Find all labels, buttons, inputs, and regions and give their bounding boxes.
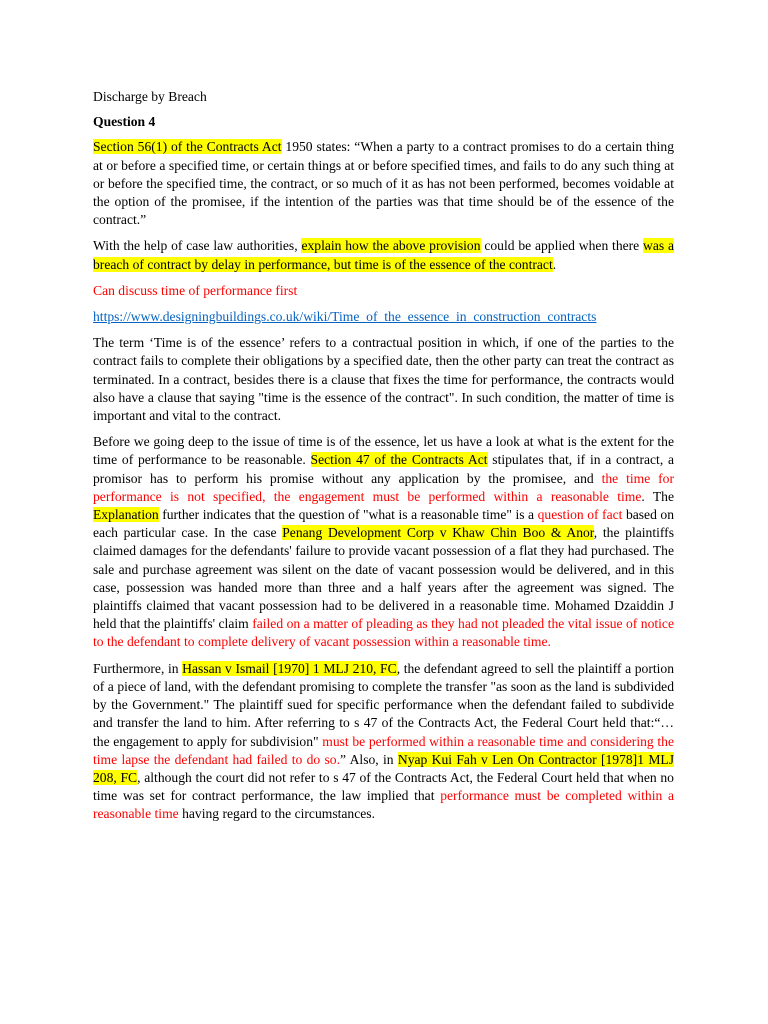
red-text: the time for performance is not specified, the engagement must be performed within a reasonable time [93, 470, 675, 504]
text-span: The term ‘Time is of the essence’ refers to a contractual position in which, if one of the parties to the contract fails to complete their obligations by a specified date, then the other party can treat the contract as terminated. In a contract, besides there is a clause that fixes the time for performance, the contracts would also have a clause that saying "time is the essence of the contract". In such condition, the matter of time is important and vital to the contract. [93, 335, 674, 424]
red-text: must be performed within a reasonable time and considering the time lapse the defendant had failed to do so. [93, 733, 674, 767]
paragraph-question-prompt [93, 237, 674, 273]
highlight-explain: explain how the above provision [301, 238, 481, 254]
red-note: Can discuss time of performance first [93, 282, 298, 298]
text-span: could be applied when there [480, 238, 644, 254]
text-span: Before we going deep to the issue of time is of the essence, let us have a look at what is the extent for the time of performance to be reasonable. [93, 434, 674, 468]
paragraph-section-56 [93, 138, 674, 229]
text-span: . [552, 256, 557, 272]
highlight-penang-case: Penang Development Corp v Khaw Chin Boo & Anor [282, 525, 594, 541]
text-span: having regard to the circumstances. [178, 806, 375, 822]
document-page [93, 88, 674, 832]
text-span: further indicates that the question of "what is a reasonable time" is a [158, 507, 538, 523]
text-span: stipulates that, if in a contract, a promisor has to perform his promise without any application by the promisee, and [93, 452, 674, 486]
highlight-section-56: Section 56(1) of the Contracts Act [93, 139, 282, 155]
red-text: performance must be completed within a reasonable time [93, 788, 674, 822]
text-span: With the help of case law authorities, [93, 238, 302, 254]
paragraph-time-of-essence [93, 334, 674, 425]
text-span: . The [641, 488, 674, 504]
reference-link[interactable]: https://www.designingbuildings.co.uk/wiki/Time_of_the_essence_in_construction_contracts [93, 309, 597, 325]
text-span: based on each particular case. In the case [93, 507, 675, 541]
text-span: Furthermore, in [93, 660, 183, 676]
paragraph-note [93, 282, 674, 300]
text-span: , the plaintiffs claimed damages for the defendants' failure to provide vacant possession of a flat they had purchased. The sale and purchase agreement was silent on the date of vacant possession would be delivered, and in this case, possession was handed more than three and a half years after the agreement was signed. The plaintiffs claimed that vacant possession had to be delivered in a reasonable time. Mohamed Dzaiddin J held that the plaintiffs' claim [93, 525, 675, 632]
paragraph-hassan-case [93, 660, 674, 824]
highlight-nyap-case: Nyap Kui Fah v Len On Contractor [1978]1 MLJ 208, FC [93, 751, 675, 785]
text-span: 1950 states: “When a party to a contract promises to do a certain thing at or before a specified time, or certain things at or before specified times, and fails to do any such thing at or before the specified time, the contract, or so much of it as has not been performed, becomes voidable at the option of the promisee, if the intention of the parties was that time should be of the essence of the contract.” [93, 139, 674, 228]
paragraph-link [93, 308, 674, 326]
red-text: failed on a matter of pleading as they had not pleaded the vital issue of notice to the defendant to complete delivery of vacant possession within a reasonable time. [93, 616, 675, 650]
document-title: Discharge by Breach [93, 89, 207, 104]
question-heading: Question 4 [93, 114, 156, 130]
highlight-hassan-case: Hassan v Ismail [1970] 1 MLJ 210, FC [182, 660, 397, 676]
highlight-explanation: Explanation [93, 507, 159, 523]
text-span: , although the court did not refer to s 47 of the Contracts Act, the Federal Court held that when no time was set for contract performance, the law implied that [93, 769, 674, 804]
highlight-breach-delay: was a breach of contract by delay in performance, but time is of the essence of the contract [93, 238, 675, 272]
text-span: ” Also, in [340, 751, 398, 767]
highlight-section-47: Section 47 of the Contracts Act [310, 452, 488, 468]
red-text: question of fact [537, 507, 623, 523]
text-span: , the defendant agreed to sell the plaintiff a portion of a piece of land, with the defendant promising to complete the transfer "as soon as the land is subdivided by the Government." The plaintiff sued for specific performance when the defendant failed to subdivide and transfer the land to him. After referring to s 47 of the Contracts Act, the Federal Court held that:“… the engagement to apply for subdivision" [93, 660, 674, 749]
paragraph-section-47 [93, 433, 674, 651]
